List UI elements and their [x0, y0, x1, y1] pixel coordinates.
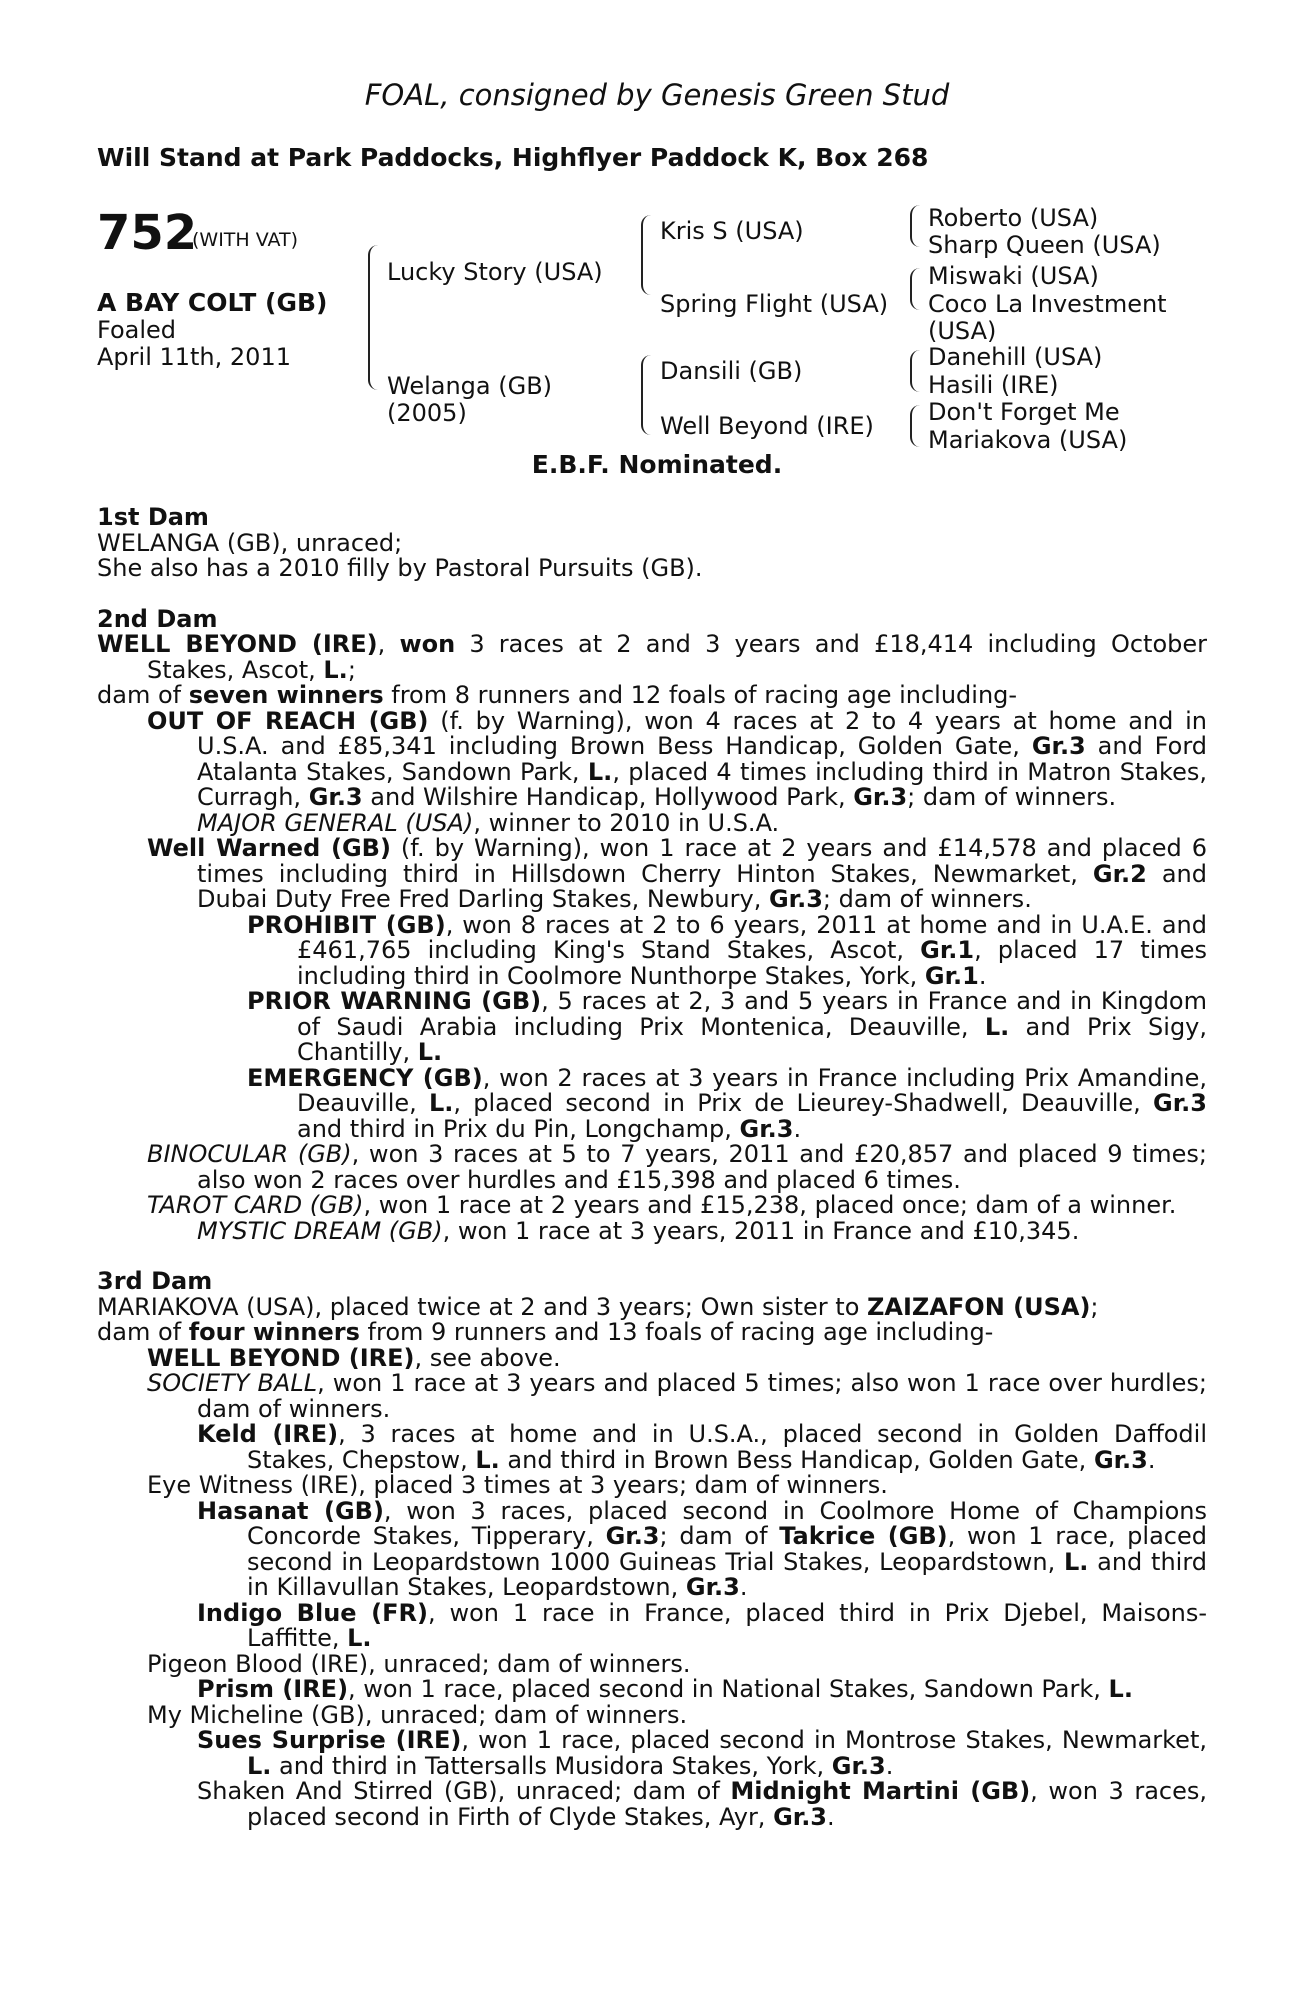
pedigree-brace-ss: [910, 205, 920, 247]
produce-prior-warning: PRIOR WARNING (GB), 5 races at 2, 3 and 5 years in France and in Kingdom of Saudi Arabia including Prix Montenica, Deauville, L. and Prix Sigy, Chantilly, L.: [247, 987, 1208, 1066]
produce-well-beyond: WELL BEYOND (IRE), see above.: [147, 1343, 561, 1372]
pedigree-dsd: Hasili (IRE): [928, 371, 1059, 399]
produce-emergency: EMERGENCY (GB), won 2 races at 3 years in France including Prix Amandine, Deauville, L., placed second in Prix de Lieurey-Shadwell, Deauville, Gr.3 and third in Prix du Pin, Longchamp, Gr.3.: [247, 1063, 1208, 1143]
pedigree-ddd: Mariakova (USA): [928, 426, 1128, 454]
produce-my-micheline: My Micheline (GB), unraced; dam of winners.: [147, 1700, 688, 1729]
pedigree-brace-dam: [641, 355, 653, 435]
catalogue-body: [97, 505, 1207, 1830]
foaled-date: April 11th, 2011: [97, 343, 291, 371]
produce-prism: Prism (IRE), won 1 race, placed second in National Stakes, Sandown Park, L.: [197, 1675, 1133, 1703]
pedigree-brace-dd: [910, 405, 920, 447]
pedigree-brace-sd: [910, 268, 920, 310]
produce-well-warned: Well Warned (GB) (f. by Warning), won 1 race at 2 years and £14,578 and placed 6 times including third in Hillsdown Cherry Hinton Stakes, Newmarket, Gr.2 and Dubai Duty Free Fred Darling Stakes, Newbury, Gr.3; dam of winners.: [147, 834, 1207, 913]
second-dam-heading: 2nd Dam: [97, 604, 218, 633]
third-dam-line: MARIAKOVA (USA), placed twice at 2 and 3 years; Own sister to ZAIZAFON (USA);: [97, 1292, 1099, 1321]
pedigree-ssd: Sharp Queen (USA): [928, 231, 1161, 259]
pedigree-sss: Roberto (USA): [928, 204, 1099, 232]
pedigree-brace-main: [368, 245, 380, 390]
second-dam-produce-summary: dam of seven winners from 8 runners and 12 foals of racing age including-: [97, 681, 1018, 709]
first-dam-line: WELANGA (GB), unraced;: [97, 528, 403, 557]
third-dam-produce-summary: dam of four winners from 9 runners and 13 foals of racing age including-: [97, 1318, 994, 1346]
pedigree-dam: Welanga (GB): [387, 372, 553, 400]
produce-mystic-dream: MYSTIC DREAM (GB), won 1 race at 3 years, 2011 in France and £10,345.: [197, 1216, 1080, 1245]
lot-title: A BAY COLT (GB): [97, 288, 328, 317]
pedigree-dam-sire: Dansili (GB): [660, 357, 803, 385]
produce-prohibit: PROHIBIT (GB), won 8 races at 2 to 6 years, 2011 at home and in U.A.E. and £461,765 including King's Stand Stakes, Ascot, Gr.1, placed 17 times including third in Coolmore Nunthorpe Stakes, York, Gr.1.: [247, 910, 1207, 990]
lot-number: 752: [97, 205, 198, 261]
second-dam-line: WELL BEYOND (IRE), won 3 races at 2 and 3 years and £18,414 including October Stakes, Ascot, L.;: [97, 630, 1208, 684]
produce-pigeon-blood: Pigeon Blood (IRE), unraced; dam of winners.: [147, 1649, 691, 1678]
pedigree-dss: Danehill (USA): [928, 343, 1103, 371]
produce-tarot-card: TAROT CARD (GB), won 1 race at 2 years and £15,238, placed once; dam of a winner.: [147, 1191, 1177, 1219]
produce-society-ball: SOCIETY BALL, won 1 race at 3 years and placed 5 times; also won 1 race over hurdles; dam of winners.: [147, 1369, 1208, 1423]
third-dam-heading: 3rd Dam: [97, 1267, 213, 1295]
produce-out-of-reach: OUT OF REACH (GB) (f. by Warning), won 4 races at 2 to 4 years at home and in U.S.A. and £85,341 including Brown Bess Handicap, Golden Gate, Gr.3 and Ford Atalanta Stakes, Sandown Park, L., placed 4 times including third in Matron Stakes, Curragh, Gr.3 and Wilshire Handicap, Hollywood Park, Gr.3; dam of winners.: [147, 706, 1208, 811]
produce-indigo-blue: Indigo Blue (FR), won 1 race in France, placed third in Prix Djebel, Maisons-Laffitte, L.: [197, 1598, 1208, 1652]
first-dam-heading: 1st Dam: [97, 503, 209, 531]
pedigree-dds: Don't Forget Me: [928, 398, 1120, 426]
stand-location: Will Stand at Park Paddocks, Highflyer Paddock K, Box 268: [97, 143, 929, 172]
pedigree-brace-sire: [641, 215, 653, 295]
pedigree-sire: Lucky Story (USA): [387, 258, 603, 286]
produce-major-general: MAJOR GENERAL (USA), winner to 2010 in U.S.A.: [197, 808, 780, 837]
produce-sues-surprise: Sues Surprise (IRE), won 1 race, placed second in Montrose Stakes, Newmarket, L. and third in Tattersalls Musidora Stakes, York, Gr.3.: [197, 1726, 1207, 1780]
pedigree-dam-dam: Well Beyond (IRE): [660, 412, 874, 440]
foaled-label: Foaled: [97, 316, 177, 344]
pedigree-sire-dam: Spring Flight (USA): [660, 290, 889, 318]
consignor-heading: FOAL, consigned by Genesis Green Stud: [364, 78, 950, 112]
produce-shaken-and-stirred: Shaken And Stirred (GB), unraced; dam of Midnight Martini (GB), won 3 races, placed second in Firth of Clyde Stakes, Ayr, Gr.3.: [197, 1777, 1208, 1831]
ebf-nominated: E.B.F. Nominated.: [531, 450, 783, 479]
pedigree-brace-ds: [910, 350, 920, 392]
pedigree-dam-year: (2005): [387, 399, 467, 427]
produce-eye-witness: Eye Witness (IRE), placed 3 times at 3 years; dam of winners.: [147, 1471, 888, 1499]
pedigree-sdd-country: (USA): [928, 317, 997, 345]
produce-binocular: BINOCULAR (GB), won 3 races at 5 to 7 years, 2011 and £20,857 and placed 9 times; also won 2 races over hurdles and £15,398 and placed 6 times.: [147, 1140, 1208, 1194]
produce-keld: Keld (IRE), 3 races at home and in U.S.A., placed second in Golden Daffodil Stakes, Chepstow, L. and third in Brown Bess Handicap, Golden Gate, Gr.3.: [197, 1420, 1207, 1474]
first-dam-note: She also has a 2010 filly by Pastoral Pursuits (GB).: [97, 554, 703, 582]
produce-hasanat: Hasanat (GB), won 3 races, placed second in Coolmore Home of Champions Concorde Stakes, Tipperary, Gr.3; dam of Takrice (GB), won 1 race, placed second in Leopardstown 1000 Guineas Trial Stakes, Leopardstown, L. and third in Killavullan Stakes, Leopardstown, Gr.3.: [197, 1496, 1207, 1601]
pedigree-sdd: Coco La Investment: [928, 290, 1167, 318]
pedigree-sire-sire: Kris S (USA): [660, 217, 804, 245]
pedigree-sds: Miswaki (USA): [928, 262, 1099, 290]
vat-note: (WITH VAT): [192, 229, 299, 251]
